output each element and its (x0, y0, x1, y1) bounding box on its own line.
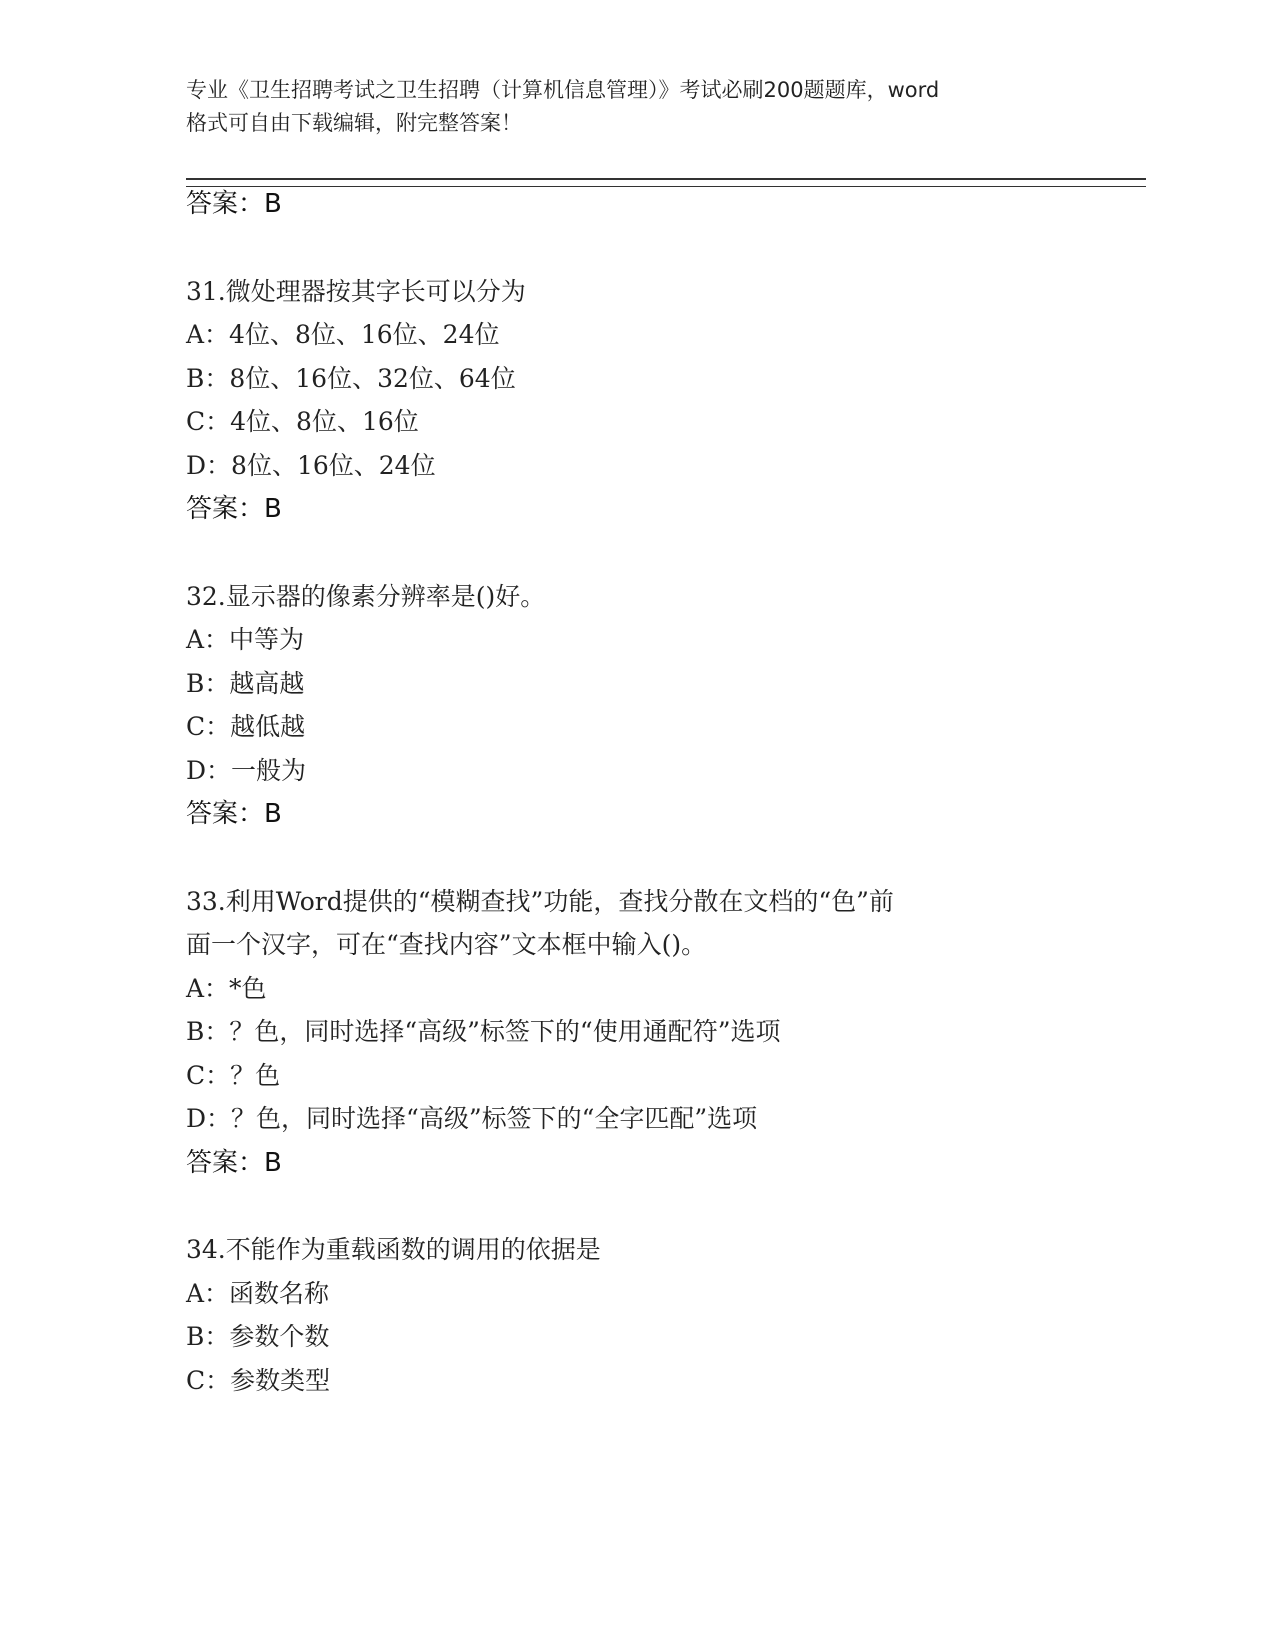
question-34-option-c: C：参数类型 (186, 1366, 331, 1395)
question-31-stem: 31.微处理器按其字长可以分为 (186, 277, 526, 306)
question-33-stem-line-2: 面一个汉字，可在“查找内容”文本框中输入()。 (186, 930, 707, 959)
answer-32: 答案：B (186, 799, 282, 829)
question-31-option-d: D：8位、16位、24位 (186, 451, 436, 480)
question-31-option-b: B：8位、16位、32位、64位 (186, 364, 516, 393)
answer-31: 答案：B (186, 494, 282, 524)
document-header (186, 74, 1086, 140)
question-34-option-b: B：参数个数 (186, 1322, 330, 1351)
question-34-option-a: A：函数名称 (186, 1279, 330, 1308)
question-33-stem-line-1: 33.利用Word提供的“模糊查找”功能，查找分散在文档的“色”前 (186, 887, 894, 916)
header-line-2: 格式可自由下载编辑，附完整答案！ (186, 111, 522, 135)
header-divider (186, 178, 1146, 187)
question-32-option-a: A：中等为 (186, 625, 305, 654)
question-33-option-d: D：？色，同时选择“高级”标签下的“全字匹配”选项 (186, 1104, 758, 1133)
header-line-1: 专业《卫生招聘考试之卫生招聘（计算机信息管理）》考试必刷200题题库，word (186, 78, 940, 102)
question-32-option-b: B：越高越 (186, 669, 305, 698)
question-33-option-a: A：*色 (186, 974, 267, 1003)
question-32-option-d: D：一般为 (186, 756, 307, 785)
question-32-option-c: C：越低越 (186, 712, 306, 741)
answer-30: 答案：B (186, 189, 282, 219)
question-34-stem: 34.不能作为重载函数的调用的依据是 (186, 1235, 601, 1264)
question-31-option-c: C：4位、8位、16位 (186, 407, 419, 436)
question-33-option-b: B：？色，同时选择“高级”标签下的“使用通配符”选项 (186, 1017, 781, 1046)
question-33-option-c: C：？色 (186, 1061, 281, 1090)
question-31-option-a: A：4位、8位、16位、24位 (186, 320, 500, 349)
question-32-stem: 32.显示器的像素分辨率是()好。 (186, 582, 546, 611)
answer-33: 答案：B (186, 1148, 282, 1178)
